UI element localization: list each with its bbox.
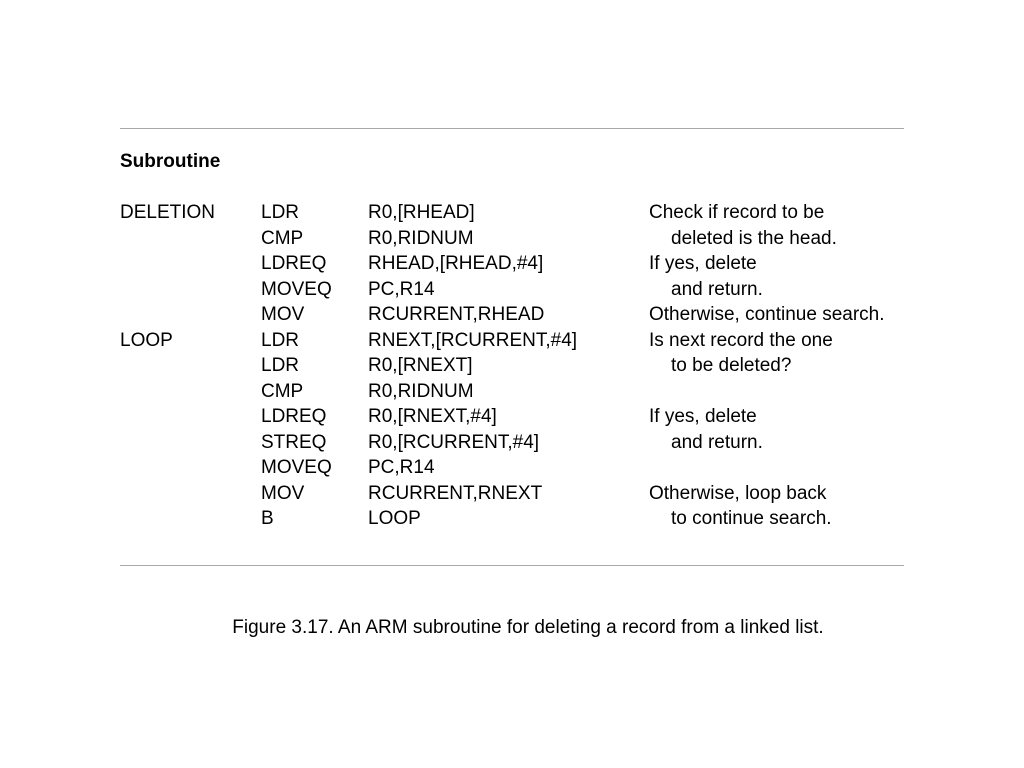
top-rule [120,128,904,129]
code-comment: Otherwise, loop back [649,482,827,504]
code-operands: PC,R14 [368,278,435,300]
code-comment: to continue search. [671,508,832,529]
code-operands: R0,[RNEXT] [368,355,473,376]
code-comment: If yes, delete [649,253,757,274]
code-comment: and return. [671,431,763,453]
code-comment: Check if record to be [649,202,825,223]
code-opcode: LDREQ [261,253,327,274]
code-operands: RHEAD,[RHEAD,#4] [368,253,544,274]
code-operands: RCURRENT,RNEXT [368,482,543,504]
code-opcode: CMP [261,380,304,402]
code-operands: R0,[RCURRENT,#4] [368,431,540,453]
code-opcode: LDREQ [261,406,327,427]
code-comment: to be deleted? [671,355,792,376]
code-operands: PC,R14 [368,457,435,478]
bottom-rule [120,565,904,566]
code-operands: LOOP [368,508,421,529]
code-comment: Otherwise, continue search. [649,304,885,325]
code-label: LOOP [120,329,173,351]
code-opcode: MOV [261,304,305,325]
figure-caption: Figure 3.17. An ARM subroutine for deleting a record from a linked list. [232,617,824,638]
code-operands: R0,RIDNUM [368,380,474,402]
code-opcode: MOV [261,482,305,504]
code-operands: R0,RIDNUM [368,227,474,249]
code-opcode: LDR [261,329,300,351]
code-opcode: LDR [261,355,300,376]
subroutine-heading: Subroutine [120,151,221,172]
code-operands: R0,[RHEAD] [368,202,475,223]
code-opcode: CMP [261,227,304,249]
code-operands: RCURRENT,RHEAD [368,304,545,325]
code-opcode: B [261,508,274,529]
code-label: DELETION [120,202,216,223]
code-comment: deleted is the head. [671,227,837,249]
code-comment: If yes, delete [649,406,757,427]
code-comment: and return. [671,278,763,300]
code-opcode: STREQ [261,431,327,453]
code-operands: R0,[RNEXT,#4] [368,406,497,427]
code-opcode: MOVEQ [261,278,332,300]
code-operands: RNEXT,[RCURRENT,#4] [368,329,578,351]
code-opcode: MOVEQ [261,457,332,478]
code-opcode: LDR [261,202,300,223]
code-comment: Is next record the one [649,329,833,351]
